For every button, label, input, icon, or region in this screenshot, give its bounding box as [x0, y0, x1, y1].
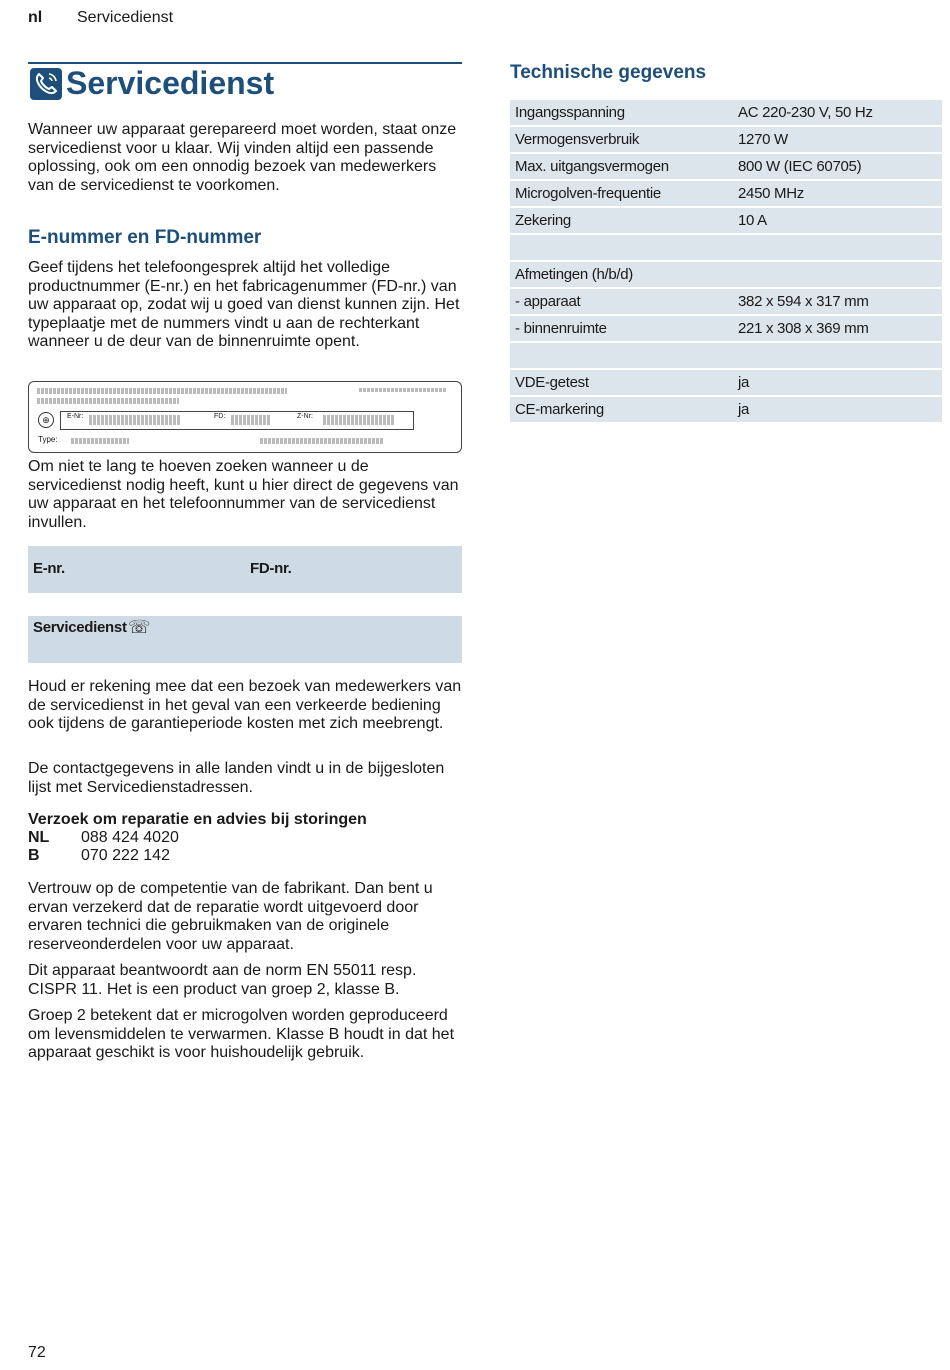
spec-value: 10 A [733, 207, 942, 234]
table-row [510, 396, 942, 423]
spec-value: 800 W (IEC 60705) [733, 153, 942, 180]
running-header: Servicedienst [77, 9, 174, 26]
enr-label: E-nr. [33, 560, 65, 577]
fdnr-label: FD-nr. [250, 560, 292, 577]
group-class-text: Groep 2 betekent dat er microgolven worden geproduceerd om levensmiddelen te verwarmen. Klasse B houdt in dat het apparaat geschikt is voor huishoudelijk gebruik. [28, 1007, 455, 1062]
brand-logo-icon: ⊕ [38, 412, 54, 428]
enumber-text: Geef tijdens het telefoongesprek altijd het volledige productnummer (E-nr.) en het fabricagenummer (FD-nr.) van uw apparaat op, zodat wij u goed van dienst kunnen zijn. Het typeplaatje met de nummers vindt u aan de rechterkant wanneer u de deur van de binnenruimte opent. [28, 259, 460, 351]
table-row [510, 180, 942, 207]
spec-value [733, 342, 942, 369]
spec-value: 221 x 308 x 369 mm [733, 315, 942, 342]
language-code: nl [28, 9, 43, 26]
spec-label: - apparaat [510, 288, 733, 315]
plate-znr-label: Z-Nr: [297, 413, 313, 420]
country-code-nl: NL [28, 829, 50, 846]
plate-enr-label: E-Nr: [67, 413, 84, 420]
spec-label [510, 342, 733, 369]
contacts-note: De contactgegevens in alle landen vindt u in de bijgesloten lijst met Servicedienstadressen. [28, 760, 445, 796]
spec-value: 382 x 594 x 317 mm [733, 288, 942, 315]
phone-number-b: 070 222 142 [81, 847, 170, 864]
intro-text: Wanneer uw apparaat gerepareerd moet worden, staat onze servicedienst voor u klaar. Wij vinden altijd een passende oplossing, ook om een onnodig bezoek van medewerkers van de servicedienst te voorkomen. [28, 121, 457, 194]
service-label: Servicedienst [33, 619, 127, 636]
spec-label: CE-markering [510, 396, 733, 423]
type-plate-illustration [28, 381, 462, 453]
spec-label: VDE-getest [510, 369, 733, 396]
service-fill-box [28, 616, 462, 663]
page-number: 72 [28, 1344, 46, 1361]
table-row [510, 288, 942, 315]
tech-specs-table [510, 100, 942, 424]
warranty-note: Houd er rekening mee dat een bezoek van medewerkers van de servicedienst in het geval van een verkeerde bediening ook tijdens de garantieperiode kosten met zich meebrengt. [28, 678, 462, 733]
number-fill-box [28, 546, 462, 593]
table-row [510, 342, 942, 369]
table-row [510, 126, 942, 153]
spec-value: ja [733, 369, 942, 396]
spec-value: AC 220-230 V, 50 Hz [733, 100, 942, 126]
spec-label: - binnenruimte [510, 315, 733, 342]
spec-label: Max. uitgangsvermogen [510, 153, 733, 180]
table-row [510, 207, 942, 234]
spec-value [733, 234, 942, 261]
enumber-heading: E-nummer en FD-nummer [28, 227, 262, 248]
table-row [510, 234, 942, 261]
repair-heading: Verzoek om reparatie en advies bij storingen [28, 811, 367, 828]
table-row [510, 315, 942, 342]
spec-label: Afmetingen (h/b/d) [510, 261, 733, 288]
table-row [510, 100, 942, 126]
fill-in-instructions: Om niet te lang te hoeven zoeken wanneer u de servicedienst nodig heeft, kunt u hier direct de gegevens van uw apparaat en het telefoonnummer van de servicedienst invullen. [28, 458, 459, 531]
table-row [510, 369, 942, 396]
spec-label [510, 234, 733, 261]
competence-text: Vertrouw op de competentie van de fabrikant. Dan bent u ervan verzekerd dat de reparatie wordt uitgevoerd door ervaren technici die gebruikmaken van de originele reserveonderdelen voor uw apparaat. [28, 880, 433, 953]
country-code-b: B [28, 847, 40, 864]
spec-label: Microgolven-frequentie [510, 180, 733, 207]
telephone-icon: ☏ [128, 617, 151, 637]
plate-type-label: Type: [38, 435, 58, 444]
phone-icon [30, 68, 62, 100]
spec-value: ja [733, 396, 942, 423]
spec-value: 1270 W [733, 126, 942, 153]
tech-heading: Technische gegevens [510, 62, 707, 83]
spec-label: Zekering [510, 207, 733, 234]
spec-label: Vermogensverbruik [510, 126, 733, 153]
page-title: Servicedienst [66, 65, 275, 101]
phone-number-nl: 088 424 4020 [81, 829, 179, 846]
plate-fd-label: FD: [214, 413, 226, 420]
table-row [510, 153, 942, 180]
title-block [28, 62, 462, 102]
spec-label: Ingangsspanning [510, 100, 733, 126]
spec-value [733, 261, 942, 288]
spec-value: 2450 MHz [733, 180, 942, 207]
norm-text: Dit apparaat beantwoordt aan de norm EN 55011 resp. CISPR 11. Het is een product van groep 2, klasse B. [28, 962, 417, 998]
plate-number-field [60, 411, 414, 430]
table-row [510, 261, 942, 288]
